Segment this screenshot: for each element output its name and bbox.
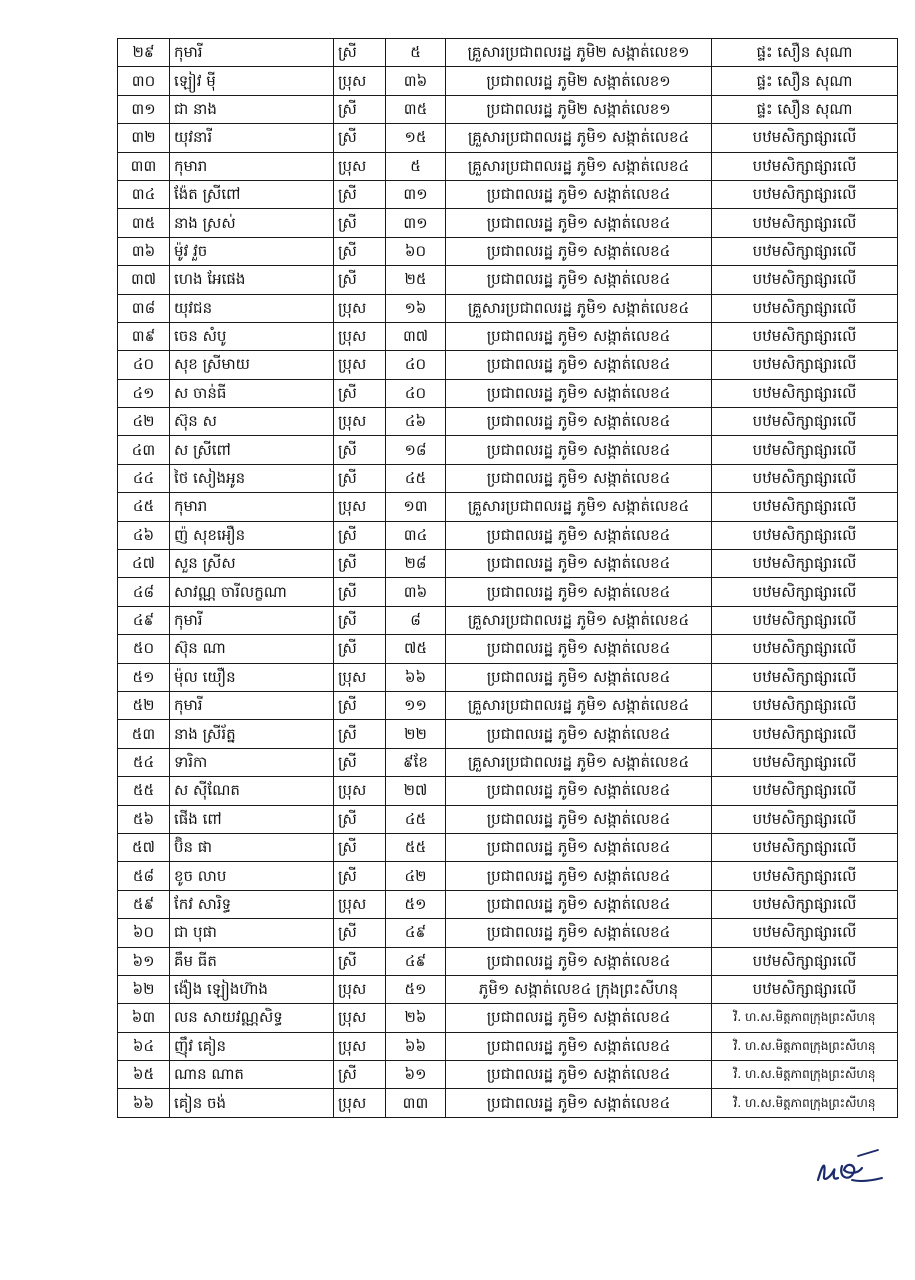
row-number: ៣៣	[118, 152, 170, 180]
person-sex: ស្រី	[334, 237, 386, 265]
roster-body	[118, 39, 898, 1118]
person-name: ចេន សំបូ	[170, 322, 334, 350]
person-sex: ប្រុស	[334, 322, 386, 350]
person-age: ៦៦	[386, 663, 446, 691]
person-age: ១៥	[386, 124, 446, 152]
person-status: ប្រជាពលរដ្ឋ ភូមិ១ សង្កាត់លេខ៤	[446, 1004, 712, 1032]
row-number: ៥៦	[118, 805, 170, 833]
person-name: ជា បុផា	[170, 919, 334, 947]
shelter-location: បឋមសិក្សាផ្សារលើ	[712, 890, 898, 918]
person-age: ២២	[386, 720, 446, 748]
shelter-location: បឋមសិក្សាផ្សារលើ	[712, 947, 898, 975]
shelter-location: បឋមសិក្សាផ្សារលើ	[712, 152, 898, 180]
shelter-location: បឋមសិក្សាផ្សារលើ	[712, 691, 898, 719]
shelter-location: បឋមសិក្សាផ្សារលើ	[712, 294, 898, 322]
shelter-location: បឋមសិក្សាផ្សារលើ	[712, 748, 898, 776]
person-age: ៣៧	[386, 322, 446, 350]
table-row	[118, 777, 898, 805]
table-row	[118, 606, 898, 634]
person-age: ១៨	[386, 436, 446, 464]
shelter-location: បឋមសិក្សាផ្សារលើ	[712, 720, 898, 748]
person-name: យុវនារី	[170, 124, 334, 152]
row-number: ៣៨	[118, 294, 170, 322]
person-sex: ស្រី	[334, 805, 386, 833]
person-name: ណាន ណាត	[170, 1061, 334, 1089]
person-sex: ស្រី	[334, 180, 386, 208]
person-status: ប្រជាពលរដ្ឋ ភូមិ១ សង្កាត់លេខ៤	[446, 890, 712, 918]
row-number: ៦២	[118, 975, 170, 1003]
shelter-location: បឋមសិក្សាផ្សារលើ	[712, 550, 898, 578]
person-name: សាវណ្ណ ចារីលក្ខណា	[170, 578, 334, 606]
person-name: ស៊ុន ស	[170, 408, 334, 436]
person-age: ៦១	[386, 1061, 446, 1089]
person-status: ប្រជាពលរដ្ឋ ភូមិ១ សង្កាត់លេខ៤	[446, 947, 712, 975]
person-status: គ្រួសារប្រជាពលរដ្ឋ ភូមិ២ សង្កាត់លេខ១	[446, 39, 712, 67]
person-age: ២៦	[386, 1004, 446, 1032]
person-name: កុមារី	[170, 691, 334, 719]
row-number: ៦៦	[118, 1089, 170, 1117]
person-sex: ប្រុស	[334, 1004, 386, 1032]
person-age: ៥១	[386, 975, 446, 1003]
row-number: ៤៦	[118, 521, 170, 549]
row-number: ៥៩	[118, 890, 170, 918]
row-number: ២៩	[118, 39, 170, 67]
person-sex: ស្រី	[334, 635, 386, 663]
table-row	[118, 124, 898, 152]
row-number: ៣២	[118, 124, 170, 152]
person-age: ៥៥	[386, 833, 446, 861]
person-status: គ្រួសារប្រជាពលរដ្ឋ ភូមិ១ សង្កាត់លេខ៤	[446, 748, 712, 776]
person-name: សួន ស្រីស	[170, 550, 334, 578]
table-row	[118, 294, 898, 322]
shelter-location: បឋមសិក្សាផ្សារលើ	[712, 237, 898, 265]
row-number: ៣៦	[118, 237, 170, 265]
table-row	[118, 1004, 898, 1032]
row-number: ៥៤	[118, 748, 170, 776]
table-row	[118, 947, 898, 975]
table-row	[118, 919, 898, 947]
shelter-location: ផ្ទះ សឿន សុណា	[712, 67, 898, 95]
person-age: ១៦	[386, 294, 446, 322]
person-name: ស៊ុន ណា	[170, 635, 334, 663]
row-number: ៤១	[118, 379, 170, 407]
shelter-location: បឋមសិក្សាផ្សារលើ	[712, 862, 898, 890]
row-number: ៣៧	[118, 266, 170, 294]
person-status: ប្រជាពលរដ្ឋ ភូមិ១ សង្កាត់លេខ៤	[446, 408, 712, 436]
table-row	[118, 550, 898, 578]
person-status: ប្រជាពលរដ្ឋ ភូមិ១ សង្កាត់លេខ៤	[446, 833, 712, 861]
table-row	[118, 152, 898, 180]
person-age: ៣១	[386, 209, 446, 237]
person-sex: ប្រុស	[334, 67, 386, 95]
person-sex: ប្រុស	[334, 890, 386, 918]
shelter-location: បឋមសិក្សាផ្សារលើ	[712, 578, 898, 606]
shelter-location: បឋមសិក្សាផ្សារលើ	[712, 777, 898, 805]
person-name: ទារិកា	[170, 748, 334, 776]
row-number: ៦១	[118, 947, 170, 975]
person-status: ប្រជាពលរដ្ឋ ភូមិ១ សង្កាត់លេខ៤	[446, 919, 712, 947]
person-sex: ស្រី	[334, 266, 386, 294]
table-row	[118, 1089, 898, 1117]
table-row	[118, 862, 898, 890]
person-name: ស ស៊ីណែត	[170, 777, 334, 805]
row-number: ៣៩	[118, 322, 170, 350]
table-row	[118, 890, 898, 918]
person-name: កុមារា	[170, 152, 334, 180]
row-number: ៦៤	[118, 1032, 170, 1060]
person-age: ៧៥	[386, 635, 446, 663]
table-row	[118, 805, 898, 833]
row-number: ៥០	[118, 635, 170, 663]
row-number: ៣១	[118, 95, 170, 123]
person-age: ៨	[386, 606, 446, 634]
person-sex: ស្រី	[334, 833, 386, 861]
person-status: ប្រជាពលរដ្ឋ ភូមិ១ សង្កាត់លេខ៤	[446, 379, 712, 407]
person-name: ផើង ពៅ	[170, 805, 334, 833]
person-sex: ស្រី	[334, 95, 386, 123]
table-row	[118, 351, 898, 379]
shelter-location: បឋមសិក្សាផ្សារលើ	[712, 436, 898, 464]
person-status: ប្រជាពលរដ្ឋ ភូមិ១ សង្កាត់លេខ៤	[446, 464, 712, 492]
person-sex: ប្រុស	[334, 493, 386, 521]
person-sex: ស្រី	[334, 862, 386, 890]
person-name: ហេង អែផេង	[170, 266, 334, 294]
person-sex: ប្រុស	[334, 777, 386, 805]
person-age: ២៥	[386, 266, 446, 294]
shelter-location: បឋមសិក្សាផ្សារលើ	[712, 322, 898, 350]
person-name: នាង ស្រីរ័ត្ន	[170, 720, 334, 748]
person-sex: ស្រី	[334, 606, 386, 634]
person-age: ៣៦	[386, 67, 446, 95]
person-name: គៀន ចង់	[170, 1089, 334, 1117]
person-sex: ស្រី	[334, 947, 386, 975]
person-age: ៤៥	[386, 805, 446, 833]
shelter-location: បឋមសិក្សាផ្សារលើ	[712, 266, 898, 294]
person-age: ៥១	[386, 890, 446, 918]
person-name: ម៉ុល យឿន	[170, 663, 334, 691]
person-sex: ស្រី	[334, 691, 386, 719]
table-row	[118, 720, 898, 748]
row-number: ៣៤	[118, 180, 170, 208]
person-sex: ប្រុស	[334, 975, 386, 1003]
table-row	[118, 975, 898, 1003]
table-row	[118, 266, 898, 294]
person-age: ៥	[386, 39, 446, 67]
table-row	[118, 408, 898, 436]
table-row	[118, 1032, 898, 1060]
person-status: គ្រួសារប្រជាពលរដ្ឋ ភូមិ១ សង្កាត់លេខ៤	[446, 493, 712, 521]
row-number: ៦៥	[118, 1061, 170, 1089]
person-status: ប្រជាពលរដ្ឋ ភូមិ១ សង្កាត់លេខ៤	[446, 635, 712, 663]
person-status: ប្រជាពលរដ្ឋ ភូមិ១ សង្កាត់លេខ៤	[446, 720, 712, 748]
table-row	[118, 39, 898, 67]
person-name: គឹម ធីត	[170, 947, 334, 975]
shelter-location: បឋមសិក្សាផ្សារលើ	[712, 379, 898, 407]
person-status: គ្រួសារប្រជាពលរដ្ឋ ភូមិ១ សង្កាត់លេខ៤	[446, 152, 712, 180]
table-row	[118, 1061, 898, 1089]
person-sex: ប្រុស	[334, 663, 386, 691]
person-name: ស ចាន់ធី	[170, 379, 334, 407]
person-name: លន សាយវណ្ណសិទ្ធ	[170, 1004, 334, 1032]
person-name: សុខ ស្រីមាយ	[170, 351, 334, 379]
shelter-location: បឋមសិក្សាផ្សារលើ	[712, 408, 898, 436]
table-row	[118, 635, 898, 663]
person-name: កុមារី	[170, 606, 334, 634]
person-sex: ស្រី	[334, 521, 386, 549]
person-age: ៥	[386, 152, 446, 180]
person-age: ១១	[386, 691, 446, 719]
person-status: ប្រជាពលរដ្ឋ ភូមិ១ សង្កាត់លេខ៤	[446, 1089, 712, 1117]
person-status: ប្រជាពលរដ្ឋ ភូមិ២ សង្កាត់លេខ១	[446, 95, 712, 123]
person-status: ប្រជាពលរដ្ឋ ភូមិ១ សង្កាត់លេខ៤	[446, 521, 712, 549]
row-number: ៤៤	[118, 464, 170, 492]
shelter-location: ផ្ទះ សឿន សុណា	[712, 39, 898, 67]
table-row	[118, 493, 898, 521]
person-status: ប្រជាពលរដ្ឋ ភូមិ១ សង្កាត់លេខ៤	[446, 209, 712, 237]
person-name: ខូច លាប	[170, 862, 334, 890]
shelter-location: បឋមសិក្សាផ្សារលើ	[712, 124, 898, 152]
person-status: ប្រជាពលរដ្ឋ ភូមិ១ សង្កាត់លេខ៤	[446, 578, 712, 606]
handwritten-signature	[808, 1148, 898, 1190]
person-sex: ស្រី	[334, 464, 386, 492]
row-number: ៦០	[118, 919, 170, 947]
person-status: ប្រជាពលរដ្ឋ ភូមិ១ សង្កាត់លេខ៤	[446, 322, 712, 350]
person-age: ៣៣	[386, 1089, 446, 1117]
row-number: ៥៨	[118, 862, 170, 890]
person-sex: ស្រី	[334, 550, 386, 578]
person-status: ប្រជាពលរដ្ឋ ភូមិ១ សង្កាត់លេខ៤	[446, 237, 712, 265]
table-row	[118, 748, 898, 776]
row-number: ៤៣	[118, 436, 170, 464]
person-sex: ប្រុស	[334, 152, 386, 180]
shelter-location: បឋមសិក្សាផ្សារលើ	[712, 663, 898, 691]
shelter-location: បឋមសិក្សាផ្សារលើ	[712, 635, 898, 663]
person-age: ៤៥	[386, 464, 446, 492]
table-row	[118, 833, 898, 861]
person-sex: ស្រី	[334, 39, 386, 67]
person-name: ង៉ែត ស្រីពៅ	[170, 180, 334, 208]
person-status: ប្រជាពលរដ្ឋ ភូមិ១ សង្កាត់លេខ៤	[446, 550, 712, 578]
evacuee-roster-table	[117, 38, 898, 1118]
person-status: ប្រជាពលរដ្ឋ ភូមិ១ សង្កាត់លេខ៤	[446, 663, 712, 691]
person-sex: ប្រុស	[334, 408, 386, 436]
person-status: គ្រួសារប្រជាពលរដ្ឋ ភូមិ១ សង្កាត់លេខ៤	[446, 606, 712, 634]
row-number: ៤៥	[118, 493, 170, 521]
row-number: ៥១	[118, 663, 170, 691]
person-sex: ស្រី	[334, 379, 386, 407]
table-row	[118, 436, 898, 464]
row-number: ៤២	[118, 408, 170, 436]
person-age: ៤០	[386, 351, 446, 379]
person-age: ៤៩	[386, 919, 446, 947]
person-age: ៩ខែ	[386, 748, 446, 776]
person-age: ៤៩	[386, 947, 446, 975]
person-name: យុវជន	[170, 294, 334, 322]
person-sex: ស្រី	[334, 720, 386, 748]
shelter-location: បឋមសិក្សាផ្សារលើ	[712, 464, 898, 492]
person-sex: ស្រី	[334, 748, 386, 776]
person-age: ៣៤	[386, 521, 446, 549]
table-row	[118, 464, 898, 492]
person-age: ៣៥	[386, 95, 446, 123]
shelter-location: បឋមសិក្សាផ្សារលើ	[712, 919, 898, 947]
person-age: ៤២	[386, 862, 446, 890]
person-sex: ប្រុស	[334, 1032, 386, 1060]
person-name: កែវ សារិទ្ធ	[170, 890, 334, 918]
person-status: គ្រួសារប្រជាពលរដ្ឋ ភូមិ១ សង្កាត់លេខ៤	[446, 294, 712, 322]
table-row	[118, 691, 898, 719]
person-age: ៤០	[386, 379, 446, 407]
person-status: ប្រជាពលរដ្ឋ ភូមិ១ សង្កាត់លេខ៤	[446, 777, 712, 805]
person-sex: ប្រុស	[334, 1089, 386, 1117]
person-sex: ស្រី	[334, 578, 386, 606]
person-age: ៤៦	[386, 408, 446, 436]
person-name: ង៉ៀង ឡៀងហ៊ាង	[170, 975, 334, 1003]
row-number: ៦៣	[118, 1004, 170, 1032]
person-sex: ស្រី	[334, 919, 386, 947]
person-status: គ្រួសារប្រជាពលរដ្ឋ ភូមិ១ សង្កាត់លេខ៤	[446, 124, 712, 152]
row-number: ៤៧	[118, 550, 170, 578]
person-name: ម៉ូវ វួច	[170, 237, 334, 265]
person-name: កុមារា	[170, 493, 334, 521]
table-row	[118, 95, 898, 123]
row-number: ៤៨	[118, 578, 170, 606]
shelter-location: បឋមសិក្សាផ្សារលើ	[712, 351, 898, 379]
person-sex: ស្រី	[334, 436, 386, 464]
row-number: ៥៧	[118, 833, 170, 861]
row-number: ៥៥	[118, 777, 170, 805]
person-name: ញ៉ សុខអឿន	[170, 521, 334, 549]
person-status: ប្រជាពលរដ្ឋ ភូមិ១ សង្កាត់លេខ៤	[446, 351, 712, 379]
row-number: ៥៣	[118, 720, 170, 748]
shelter-location: វិ. ហ.ស.មិត្តភាពក្រុងព្រះសីហនុ	[712, 1061, 898, 1089]
shelter-location: បឋមសិក្សាផ្សារលើ	[712, 209, 898, 237]
person-age: ១៣	[386, 493, 446, 521]
shelter-location: បឋមសិក្សាផ្សារលើ	[712, 975, 898, 1003]
person-status: ប្រជាពលរដ្ឋ ភូមិ១ សង្កាត់លេខ៤	[446, 180, 712, 208]
shelter-location: វិ. ហ.ស.មិត្តភាពក្រុងព្រះសីហនុ	[712, 1032, 898, 1060]
person-sex: ស្រី	[334, 124, 386, 152]
person-status: ប្រជាពលរដ្ឋ ភូមិ១ សង្កាត់លេខ៤	[446, 805, 712, 833]
person-sex: ស្រី	[334, 1061, 386, 1089]
person-age: ៦០	[386, 237, 446, 265]
person-name: ឡៀវ ម៉ី	[170, 67, 334, 95]
table-row	[118, 209, 898, 237]
person-status: ប្រជាពលរដ្ឋ ភូមិ២ សង្កាត់លេខ១	[446, 67, 712, 95]
person-name: កុមារី	[170, 39, 334, 67]
table-row	[118, 578, 898, 606]
shelter-location: បឋមសិក្សាផ្សារលើ	[712, 180, 898, 208]
person-age: ៣៦	[386, 578, 446, 606]
table-row	[118, 663, 898, 691]
person-name: ជា នាង	[170, 95, 334, 123]
person-sex: ប្រុស	[334, 294, 386, 322]
table-row	[118, 180, 898, 208]
shelter-location: វិ. ហ.ស.មិត្តភាពក្រុងព្រះសីហនុ	[712, 1004, 898, 1032]
person-status: ប្រជាពលរដ្ឋ ភូមិ១ សង្កាត់លេខ៤	[446, 1032, 712, 1060]
person-age: ៣១	[386, 180, 446, 208]
person-age: ២៧	[386, 777, 446, 805]
person-status: ប្រជាពលរដ្ឋ ភូមិ១ សង្កាត់លេខ៤	[446, 862, 712, 890]
row-number: ៤០	[118, 351, 170, 379]
person-status: ប្រជាពលរដ្ឋ ភូមិ១ សង្កាត់លេខ៤	[446, 436, 712, 464]
table-row	[118, 521, 898, 549]
shelter-location: បឋមសិក្សាផ្សារលើ	[712, 521, 898, 549]
person-name: នាង ស្រស់	[170, 209, 334, 237]
person-status: ប្រជាពលរដ្ឋ ភូមិ១ សង្កាត់លេខ៤	[446, 1061, 712, 1089]
person-status: ភូមិ១ សង្កាត់លេខ៤ ក្រុងព្រះសីហនុ	[446, 975, 712, 1003]
shelter-location: បឋមសិក្សាផ្សារលើ	[712, 606, 898, 634]
table-row	[118, 237, 898, 265]
shelter-location: វិ. ហ.ស.មិត្តភាពក្រុងព្រះសីហនុ	[712, 1089, 898, 1117]
table-row	[118, 322, 898, 350]
table-row	[118, 67, 898, 95]
person-status: គ្រួសារប្រជាពលរដ្ឋ ភូមិ១ សង្កាត់លេខ៤	[446, 691, 712, 719]
person-sex: ប្រុស	[334, 351, 386, 379]
person-name: ញ៉ឹវ គៀន	[170, 1032, 334, 1060]
shelter-location: បឋមសិក្សាផ្សារលើ	[712, 493, 898, 521]
table-row	[118, 379, 898, 407]
shelter-location: បឋមសិក្សាផ្សារលើ	[712, 805, 898, 833]
row-number: ៣៥	[118, 209, 170, 237]
person-name: ស ស្រីពៅ	[170, 436, 334, 464]
shelter-location: ផ្ទះ សឿន សុណា	[712, 95, 898, 123]
shelter-location: បឋមសិក្សាផ្សារលើ	[712, 833, 898, 861]
row-number: ៥២	[118, 691, 170, 719]
row-number: ៣០	[118, 67, 170, 95]
row-number: ៤៩	[118, 606, 170, 634]
person-status: ប្រជាពលរដ្ឋ ភូមិ១ សង្កាត់លេខ៤	[446, 266, 712, 294]
person-name: ថៃ សៀងអូន	[170, 464, 334, 492]
person-sex: ស្រី	[334, 209, 386, 237]
person-name: ប៊ិន ផា	[170, 833, 334, 861]
person-age: ២៨	[386, 550, 446, 578]
person-age: ៦៦	[386, 1032, 446, 1060]
